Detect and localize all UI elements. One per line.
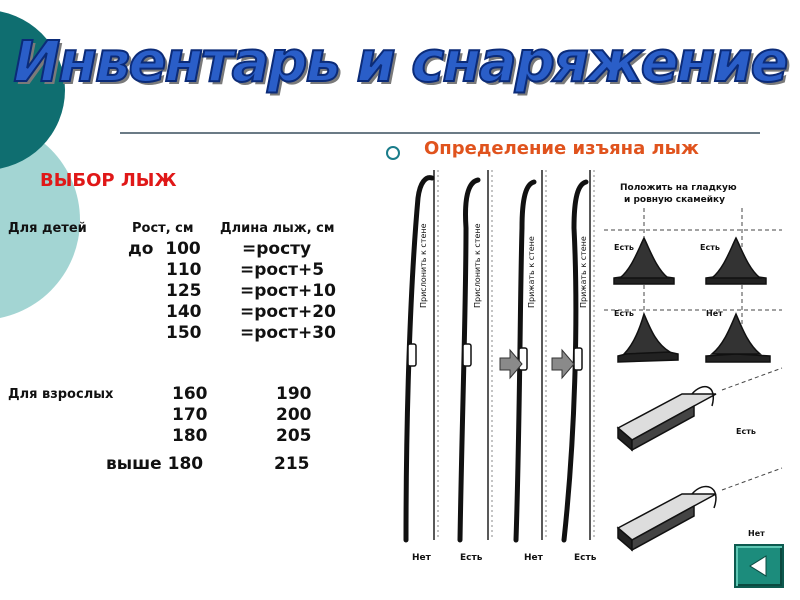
- bottom-label: Есть: [460, 553, 483, 563]
- table-row-height: 170: [172, 405, 208, 425]
- table-row-length: 190: [276, 384, 312, 404]
- defect-heading: Определение изъяна лыж: [424, 138, 699, 159]
- table-row-height: 160: [172, 384, 208, 404]
- title-divider: [120, 132, 760, 134]
- vertical-label: Прислонить к стене: [419, 223, 428, 308]
- col-length-header: Длина лыж, см: [220, 221, 335, 236]
- tip-label: Нет: [748, 529, 765, 538]
- bottom-label: Есть: [574, 553, 597, 563]
- back-nav-button[interactable]: [734, 544, 784, 588]
- table-row-length: =рост+20: [240, 302, 336, 322]
- adults-label: Для взрослых: [8, 387, 114, 402]
- bench-label: Есть: [614, 243, 634, 252]
- table-row-length: 215: [274, 454, 310, 474]
- vertical-label: Прислонить к стене: [473, 223, 482, 308]
- col-height-header: Рост, см: [132, 221, 194, 236]
- vertical-label: Прижать к стене: [527, 236, 536, 308]
- bench-label: Есть: [700, 243, 720, 252]
- children-label: Для детей: [8, 221, 87, 236]
- table-row-height: 110: [166, 260, 202, 280]
- table-row-height: до 100: [128, 239, 201, 259]
- bottom-label: Нет: [412, 553, 431, 563]
- table-row-length: =рост+5: [240, 260, 325, 280]
- table-row-height: 125: [166, 281, 202, 301]
- table-row-height: выше 180: [106, 454, 204, 474]
- bottom-label: Нет: [524, 553, 543, 563]
- table-row-length: =росту: [242, 239, 312, 259]
- table-row-height: 140: [166, 302, 202, 322]
- ski-defect-illustration: [392, 168, 788, 580]
- table-row-length: 205: [276, 426, 312, 446]
- bullet-circle-icon: [386, 146, 400, 160]
- table-row-length: =рост+10: [240, 281, 336, 301]
- bench-caption: Положить на гладкую: [620, 183, 737, 193]
- slide-title: Инвентарь и снаряжение: [13, 30, 787, 95]
- table-row-length: =рост+30: [240, 323, 336, 343]
- table-row-height: 180: [172, 426, 208, 446]
- table-row-height: 150: [166, 323, 202, 343]
- tip-label: Есть: [736, 427, 756, 436]
- bench-label: Есть: [614, 309, 634, 318]
- choose-skis-heading: ВЫБОР ЛЫЖ: [40, 170, 177, 191]
- play-back-icon: [736, 546, 782, 586]
- table-row-length: 200: [276, 405, 312, 425]
- bench-caption: и ровную скамейку: [624, 195, 725, 205]
- vertical-label: Прижать к стене: [579, 236, 588, 308]
- bench-label: Нет: [706, 309, 723, 318]
